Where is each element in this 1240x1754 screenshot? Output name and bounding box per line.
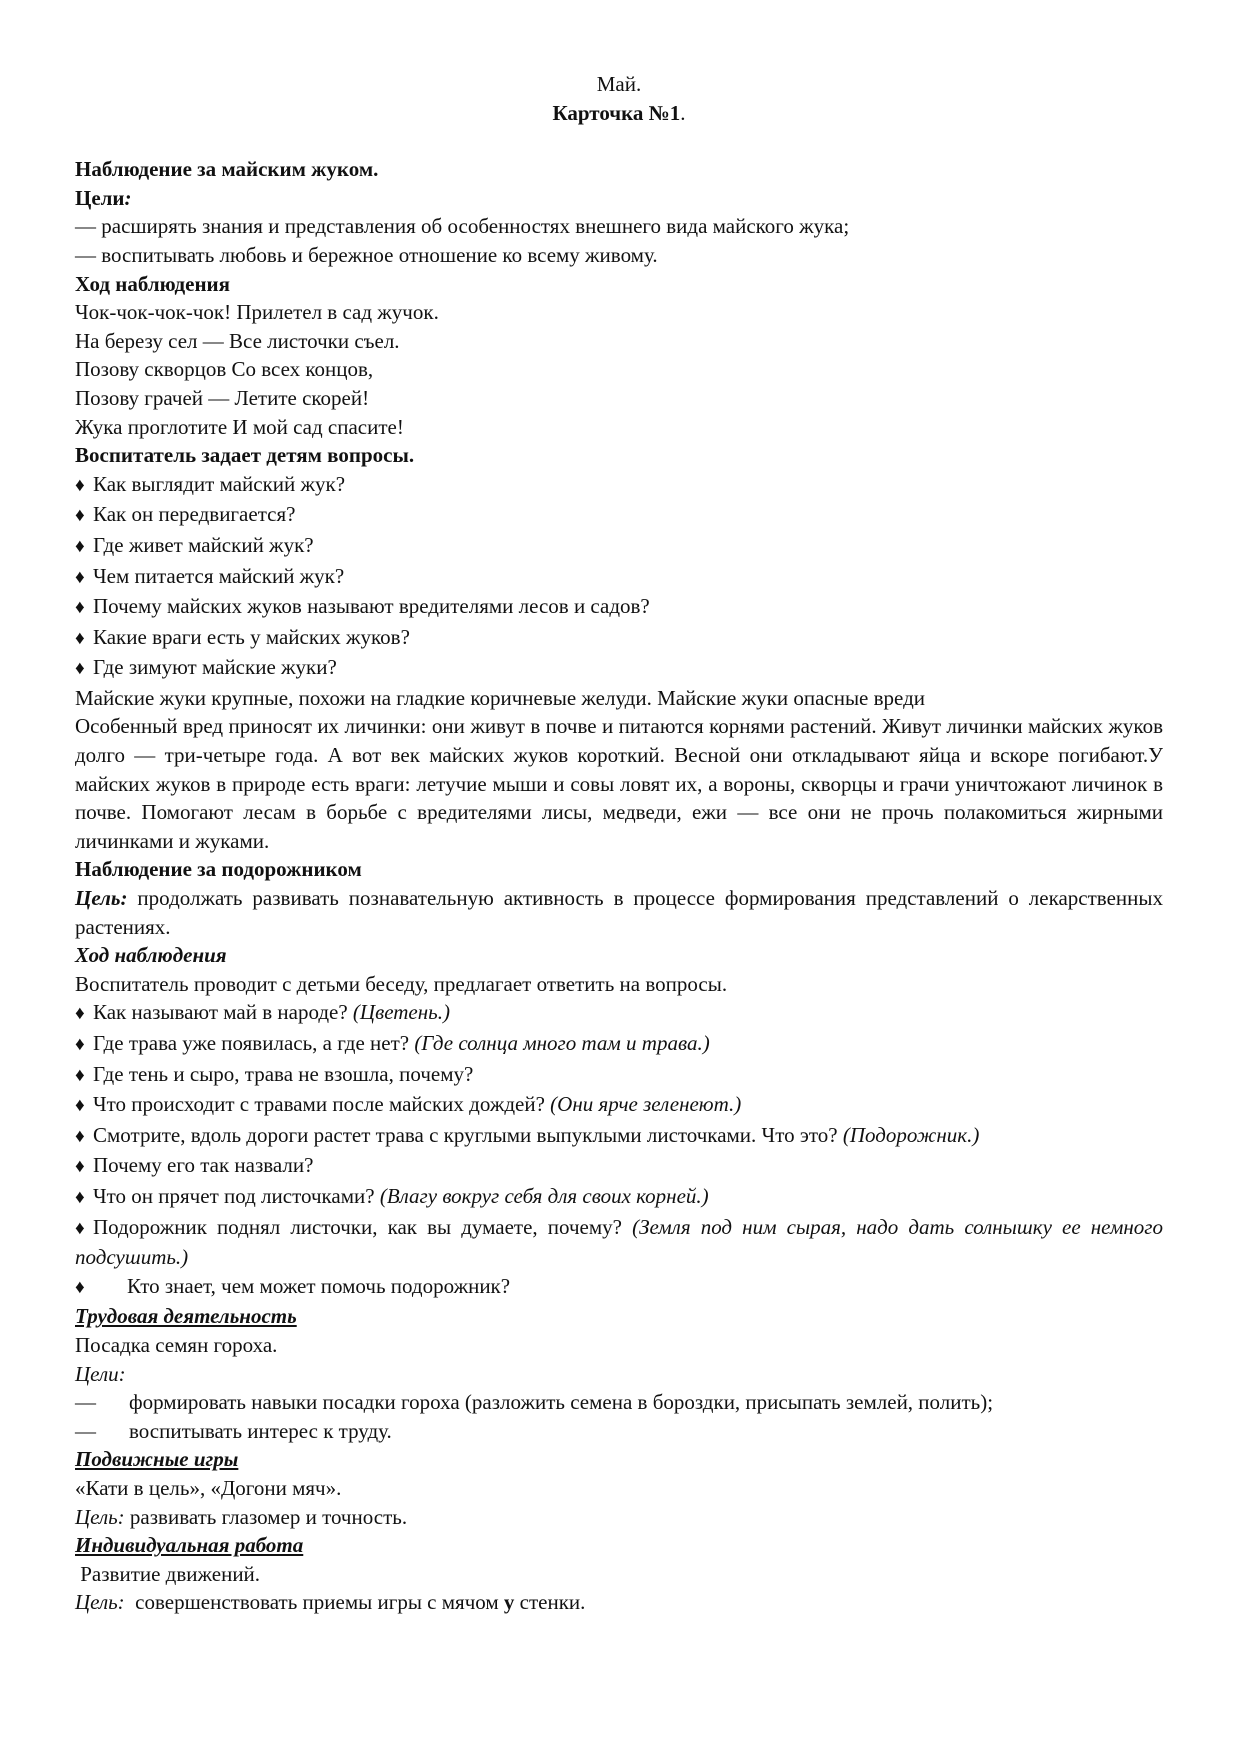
poem-line: На березу сел — Все листочки съел. [75,328,400,353]
plantain-section-title: Наблюдение за подорожником [75,857,362,882]
labor-goal-item: — воспитывать интерес к труду. [75,1418,392,1443]
diamond-bullet-icon: ♦ [75,1186,85,1208]
poem-line: Позову грачей — Летите скорей! [75,385,370,410]
card-title-line [75,99,1163,128]
question-item: ♦ Что происходит с травами после майских дождей? (Они ярче зеленеют.) [75,1090,1163,1121]
poem-line: Чок-чок-чок-чок! Прилетел в сад жучок. [75,300,439,325]
question-item: ♦ Подорожник поднял листочки, как вы думаете, почему? (Земля под ним сырая, надо дать солнышку ее немного подсушить.) [75,1214,1163,1270]
question-item: ♦ Смотрите, вдоль дороги растет трава с круглыми выпуклыми листочками. Что это? (Подорожник.) [75,1121,1163,1152]
beetle-goal-item: — воспитывать любовь и бережное отношение ко всему живому. [75,242,658,267]
question-item: ♦ Чем питается майский жук? [75,562,1163,593]
document-page [75,70,1163,1617]
question-item: ♦ Что он прячет под листочками? (Влагу вокруг себя для своих корней.) [75,1182,1163,1213]
question-item: ♦ Где тень и сыро, трава не взошла, почему? [75,1060,1163,1091]
diamond-bullet-icon: ♦ [75,1125,85,1147]
beetle-goals-heading: Цели: [75,185,132,210]
diamond-bullet-icon: ♦ [75,627,85,649]
plantain-goal-label: Цель: [75,886,128,911]
poem-line: Позову скворцов Со всех концов, [75,357,374,382]
card-title: Карточка №1 [552,100,681,125]
individual-section-title: Индивидуальная работа [75,1533,304,1558]
question-item: ♦ Кто знает, чем может помочь подорожник? [75,1272,1163,1303]
question-item: ♦ Где живет майский жук? [75,531,1163,562]
plantain-goal [75,884,1163,941]
diamond-bullet-icon: ♦ [75,597,85,619]
question-item: ♦ Где зимуют майские жуки? [75,653,1163,684]
games-goal: Цель: развивать глазомер и точность. [75,1504,408,1529]
diamond-bullet-icon: ♦ [75,535,85,557]
question-item: ♦ Какие враги есть у майских жуков? [75,623,1163,654]
individual-goal: Цель: совершенствовать приемы игры с мячом у стенки. [75,1590,586,1615]
beetle-section-title: Наблюдение за майским жуком. [75,157,379,182]
plantain-goal-text: продолжать развивать познавательную активность в процессе формирования представлений о лекарственных растениях. [75,886,1163,939]
beetle-text-paragraph: Особенный вред приносят их личинки: они живут в почве и питаются корнями растений. Живут личинки майских жуков долго — три-четыре года. А вот век майских жуков короткий. Весной они откладывают яйца и вскоре погибают.У майских жуков в природе есть враги: летучие мыши и совы ловят их, а вороны, скворцы и грачи уничтожают личинок в почве. Помогают лесам в борьбе с вредителями лисы, медведи, ежи — все они не прочь полакомиться жирными личинками и жуками. [75,714,1163,853]
diamond-bullet-icon: ♦ [75,505,85,527]
diamond-bullet-icon: ♦ [75,566,85,588]
diamond-bullet-icon: ♦ [75,658,85,680]
beetle-course-heading: Ход наблюдения [75,271,230,296]
diamond-bullet-icon: ♦ [75,1276,85,1298]
card-title-dot: . [680,100,686,125]
teacher-questions-heading: Воспитатель задает детям вопросы. [75,443,415,468]
diamond-bullet-icon: ♦ [75,1156,85,1178]
question-item: ♦ Как называют май в народе? (Цветень.) [75,998,1163,1029]
month-heading: Май. [596,72,642,96]
question-item: ♦ Почему его так назвали? [75,1151,1163,1182]
poem-line: Жука проглотите И мой сад спасите! [75,414,404,439]
beetle-goal-item: — расширять знания и представления об особенностях внешнего вида майского жука; [75,214,850,239]
question-item: ♦ Где трава уже появилась, а где нет? (Где солнца много там и трава.) [75,1029,1163,1060]
diamond-bullet-icon: ♦ [75,1064,85,1086]
diamond-bullet-icon: ♦ [75,474,85,496]
question-item: ♦ Как он передвигается? [75,500,1163,531]
individual-task: Развитие движений. [75,1561,261,1586]
labor-section-title: Трудовая деятельность [75,1304,297,1329]
diamond-bullet-icon: ♦ [75,1217,85,1239]
labor-goal-item: — формировать навыки посадки гороха (разложить семена в бороздки, присыпать землей, полить); [75,1390,994,1415]
diamond-bullet-icon: ♦ [75,1003,85,1025]
question-item: ♦ Как выглядит майский жук? [75,470,1163,501]
plantain-course-heading: Ход наблюдения [75,943,227,968]
question-item: ♦ Почему майских жуков называют вредителями лесов и садов? [75,592,1163,623]
beetle-text-first-line: Майские жуки крупные, похожи на гладкие коричневые желуди. Майские жуки опасные вреди [75,685,926,710]
diamond-bullet-icon: ♦ [75,1095,85,1117]
diamond-bullet-icon: ♦ [75,1034,85,1055]
games-names: «Кати в цель», «Догони мяч». [75,1475,342,1500]
labor-task: Посадка семян гороха. [75,1332,278,1357]
games-section-title: Подвижные игры [75,1447,239,1472]
labor-goals-heading: Цели: [75,1361,126,1386]
plantain-intro: Воспитатель проводит с детьми беседу, предлагает ответить на вопросы. [75,971,728,996]
